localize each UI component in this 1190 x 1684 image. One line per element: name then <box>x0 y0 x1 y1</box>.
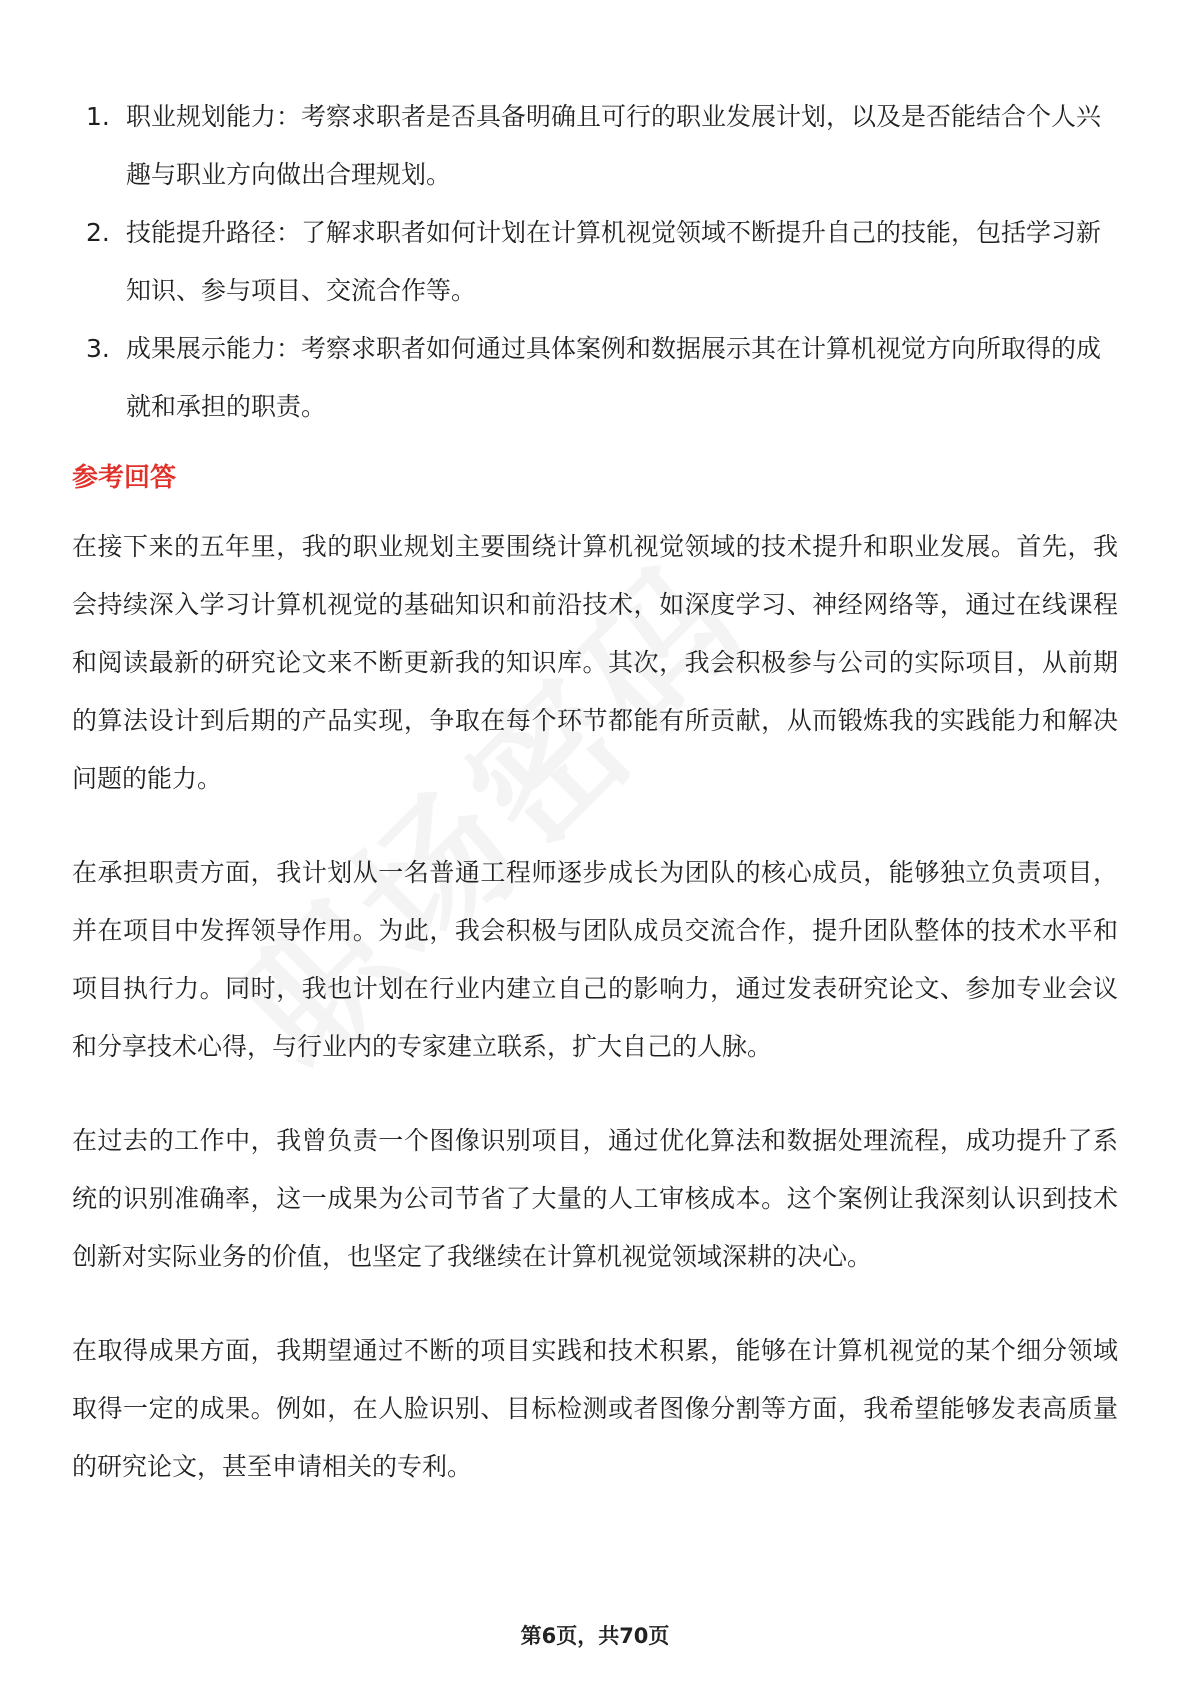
answer-paragraph: 在过去的工作中，我曾负责一个图像识别项目，通过优化算法和数据处理流程，成功提升了系统的识别准确率，这一成果为公司节省了大量的人工审核成本。这个案例让我深刻认识到技术创新对实际业务的价值，也坚定了我继续在计算机视觉领域深耕的决心。 <box>72 1126 1118 1271</box>
list-item-number: 2. <box>86 218 110 247</box>
answer-paragraph: 在承担职责方面，我计划从一名普通工程师逐步成长为团队的核心成员，能够独立负责项目，并在项目中发挥领导作用。为此，我会积极与团队成员交流合作，提升团队整体的技术水平和项目执行力。同时，我也计划在行业内建立自己的影响力，通过发表研究论文、参加专业会议和分享技术心得，与行业内的专家建立联系，扩大自己的人脉。 <box>72 858 1118 1061</box>
list-item-text: 职业规划能力：考察求职者是否具备明确且可行的职业发展计划，以及是否能结合个人兴趣与职业方向做出合理规划。 <box>126 102 1102 189</box>
list-item-text: 成果展示能力：考察求职者如何通过具体案例和数据展示其在计算机视觉方向所取得的成就和承担的职责。 <box>126 334 1102 421</box>
document-body <box>72 88 1118 1496</box>
list-item <box>72 320 1118 436</box>
list-item-text: 技能提升路径：了解求职者如何计划在计算机视觉领域不断提升自己的技能，包括学习新知识、参与项目、交流合作等。 <box>126 218 1102 305</box>
evaluation-points-list <box>72 88 1118 436</box>
list-item-number: 3. <box>86 334 110 363</box>
page-number: 第6页，共70页 <box>520 1624 670 1648</box>
reference-answer-heading: 参考回答 <box>72 463 177 493</box>
answer-paragraph: 在接下来的五年里，我的职业规划主要围绕计算机视觉领域的技术提升和职业发展。首先，我会持续深入学习计算机视觉的基础知识和前沿技术，如深度学习、神经网络等，通过在线课程和阅读最新的研究论文来不断更新我的知识库。其次，我会积极参与公司的实际项目，从前期的算法设计到后期的产品实现，争取在每个环节都能有所贡献，从而锻炼我的实践能力和解决问题的能力。 <box>72 532 1118 793</box>
list-item-number: 1. <box>86 102 110 131</box>
list-item <box>72 88 1118 204</box>
list-item <box>72 204 1118 320</box>
answer-paragraph: 在取得成果方面，我期望通过不断的项目实践和技术积累，能够在计算机视觉的某个细分领域取得一定的成果。例如，在人脸识别、目标检测或者图像分割等方面，我希望能够发表高质量的研究论文，甚至申请相关的专利。 <box>72 1336 1118 1481</box>
